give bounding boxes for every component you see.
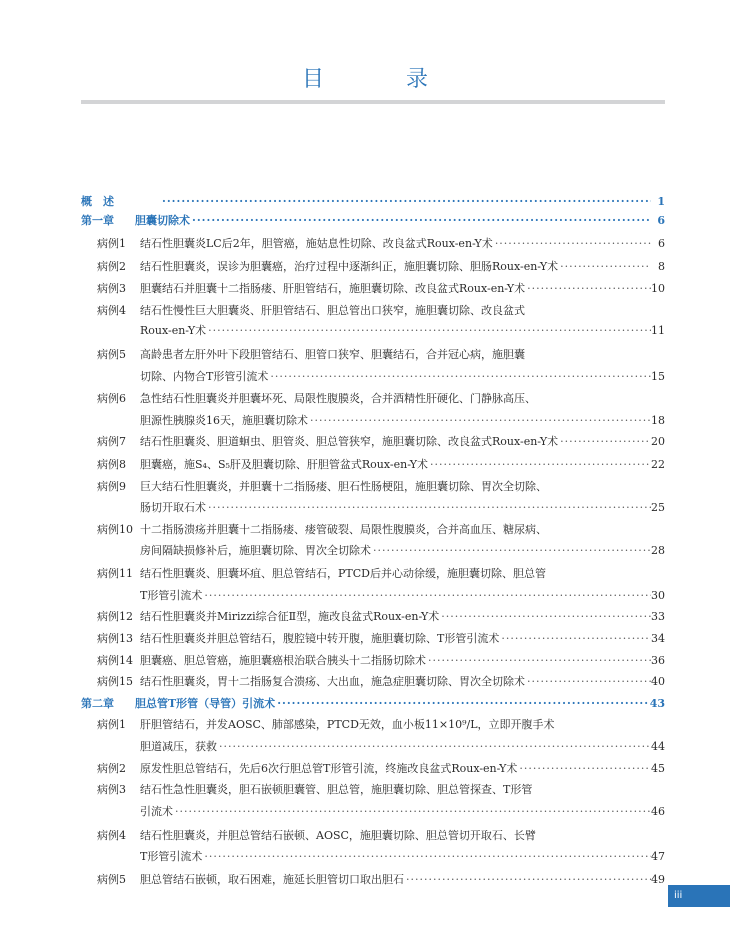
toc-entry[interactable] (140, 673, 665, 691)
toc-entry[interactable] (140, 368, 665, 386)
entry-title: 结石性胆囊炎并胆总管结石，腹腔镜中转开腹，施胆囊切除、T形管引流术 (140, 632, 500, 645)
page-number: 11 (651, 324, 665, 337)
case-label: 病例4 (97, 304, 126, 317)
toc-entry[interactable] (140, 302, 665, 320)
chapter-label: 第一章 (81, 214, 114, 227)
case-label: 病例6 (97, 392, 126, 405)
case-label: 病例8 (97, 458, 126, 471)
toc-entry[interactable] (140, 412, 665, 430)
toc-entry[interactable] (140, 803, 665, 821)
chapter-entry[interactable] (135, 695, 665, 713)
dot-leader (202, 848, 651, 866)
chapter-entry[interactable] (160, 193, 665, 211)
toc-entry[interactable] (140, 478, 665, 496)
entry-title: 急性结石性胆囊炎并胆囊坏死、局限性腹膜炎，合并酒精性肝硬化、门静脉高压、 (140, 392, 536, 405)
case-label: 病例5 (97, 873, 126, 886)
dot-leader (217, 738, 651, 756)
entry-title: 结石性急性胆囊炎，胆石嵌顿胆囊管、胆总管，施胆囊切除、胆总管探查、T形管 (140, 783, 533, 796)
dot-leader (404, 871, 651, 889)
dot-leader (275, 695, 650, 713)
entry-title: 结石性胆囊炎、胆道蛔虫、胆管炎、胆总管狭窄，施胆囊切除、改良盆式Roux-en-Y术 (140, 435, 559, 448)
toc-entry[interactable] (140, 760, 665, 778)
entry-title: 高龄患者左肝外叶下段胆管结石、胆管口狭窄、胆囊结石，合并冠心病，施胆囊 (140, 348, 525, 361)
entry-title: 胆源性胰腺炎16天，施胆囊切除术 (140, 414, 308, 427)
case-label: 病例3 (97, 783, 126, 796)
dot-leader (517, 760, 651, 778)
toc-entry[interactable] (140, 346, 665, 364)
toc-entry[interactable] (140, 280, 665, 298)
page-number: 40 (651, 675, 665, 688)
toc-entry[interactable] (140, 565, 665, 583)
dot-leader (525, 673, 651, 691)
toc-entry[interactable] (140, 827, 665, 845)
entry-title: T形管引流术 (140, 850, 203, 863)
chapter-label: 概 述 (81, 195, 114, 208)
chapter-entry[interactable] (135, 212, 665, 230)
dot-leader (439, 608, 651, 626)
entry-title: 胆囊癌，施S₄、S₅肝及胆囊切除、肝胆管盆式Roux-en-Y术 (140, 458, 428, 471)
page-number: 28 (651, 544, 665, 557)
toc-entry[interactable] (140, 608, 665, 626)
page-number: 1 (657, 195, 665, 208)
case-label: 病例2 (97, 762, 126, 775)
case-label: 病例11 (97, 567, 133, 580)
entry-title: 结石性胆囊炎、胆囊坏疽、胆总管结石，PTCD后并心动徐缓，施胆囊切除、胆总管 (140, 567, 546, 580)
entry-title: 胆道减压，获救 (140, 740, 217, 753)
dot-leader (268, 368, 651, 386)
entry-title: 结石性胆囊炎，误诊为胆囊癌，治疗过程中逐渐纠正，施胆囊切除、胆肠Roux-en-Y术 (140, 260, 559, 273)
page-title: 目 录 (301, 67, 458, 92)
dot-leader (308, 412, 651, 430)
dot-leader (493, 235, 651, 253)
page-number: 22 (651, 458, 665, 471)
entry-title: Roux-en-Y术 (140, 324, 207, 337)
entry-title: 结石性慢性巨大胆囊炎、肝胆管结石、胆总管出口狭窄，施胆囊切除、改良盆式 (140, 304, 525, 317)
case-label: 病例13 (97, 632, 133, 645)
dot-leader (371, 542, 651, 560)
page-number: 47 (651, 850, 665, 863)
page-number: 8 (658, 260, 665, 273)
toc-entry[interactable] (140, 738, 665, 756)
page-number: 25 (651, 501, 665, 514)
entry-title: 肝胆管结石，并发AOSC、肺部感染，PTCD无效，血小板11×10⁹/L，立即开腹手术 (140, 718, 555, 731)
dot-leader (558, 258, 651, 276)
toc-entry[interactable] (140, 652, 665, 670)
entry-title: T形管引流术 (140, 589, 203, 602)
toc-entry[interactable] (140, 322, 665, 340)
toc-entry[interactable] (140, 587, 665, 605)
dot-leader (525, 280, 651, 298)
entry-title: 十二指肠溃疡并胆囊十二指肠瘘、瘘管破裂、局限性腹膜炎，合并高血压、糖尿病、 (140, 523, 547, 536)
entry-title: 结石性胆囊炎LC后2年，胆管癌，施姑息性切除、改良盆式Roux-en-Y术 (140, 237, 493, 250)
dot-leader (160, 193, 651, 211)
toc-entry[interactable] (140, 542, 665, 560)
page-number: 10 (651, 282, 665, 295)
page-number: 20 (651, 435, 665, 448)
toc-entry[interactable] (140, 521, 665, 539)
entry-title: 结石性胆囊炎，胃十二指肠复合溃疡、大出血，施急症胆囊切除、胃次全切除术 (140, 675, 525, 688)
toc-entry[interactable] (140, 848, 665, 866)
entry-title: 巨大结石性胆囊炎，并胆囊十二指肠瘘、胆石性肠梗阻，施胆囊切除、胃次全切除、 (140, 480, 547, 493)
entry-title: 原发性胆总管结石，先后6次行胆总管T形管引流，终施改良盆式Roux-en-Y术 (140, 762, 518, 775)
dot-leader (499, 630, 651, 648)
case-label: 病例9 (97, 480, 126, 493)
entry-title: 肠切开取石术 (140, 501, 206, 514)
page-number: 6 (657, 214, 665, 227)
dot-leader (428, 456, 651, 474)
dot-leader (558, 433, 651, 451)
page-number: 45 (651, 762, 665, 775)
dot-leader (202, 587, 651, 605)
dot-leader (206, 322, 651, 340)
page-number: 44 (651, 740, 665, 753)
toc-entry[interactable] (140, 871, 665, 889)
page-number: 49 (651, 873, 665, 886)
dot-leader (426, 652, 651, 670)
toc-entry[interactable] (140, 781, 665, 799)
page-number: 43 (649, 697, 665, 710)
entry-title: 切除、内物合T形管引流术 (140, 370, 269, 383)
dot-leader (190, 212, 651, 230)
toc-entry[interactable] (140, 716, 665, 734)
entry-title: 胆囊切除术 (135, 214, 190, 227)
toc-entry[interactable] (140, 456, 665, 474)
toc-entry[interactable] (140, 258, 665, 276)
case-label: 病例14 (97, 654, 133, 667)
toc-entry[interactable] (140, 390, 665, 408)
dot-leader (206, 499, 651, 517)
entry-title: 胆囊癌、胆总管癌，施胆囊癌根治联合胰头十二指肠切除术 (140, 654, 426, 667)
entry-title: 结石性胆囊炎并Mirizzi综合征Ⅱ型，施改良盆式Roux-en-Y术 (140, 610, 440, 623)
entry-title: 胆总管结石嵌顿，取石困难，施延长胆管切口取出胆石 (140, 873, 404, 886)
page-number: 18 (651, 414, 665, 427)
page-number: 46 (651, 805, 665, 818)
case-label: 病例7 (97, 435, 126, 448)
entry-title: 胆囊结石并胆囊十二指肠瘘、肝胆管结石，施胆囊切除、改良盆式Roux-en-Y术 (140, 282, 526, 295)
page-number: 34 (651, 632, 665, 645)
entry-title: 胆总管T形管（导管）引流术 (135, 697, 276, 710)
page-number: 36 (651, 654, 665, 667)
dot-leader (173, 803, 651, 821)
case-label: 病例4 (97, 829, 126, 842)
page-number: 33 (651, 610, 665, 623)
toc-entry[interactable] (140, 433, 665, 451)
page-folio: iii (668, 885, 730, 907)
page-number: 15 (651, 370, 665, 383)
case-label: 病例3 (97, 282, 126, 295)
case-label: 病例1 (97, 237, 126, 250)
page-number: 30 (651, 589, 665, 602)
case-label: 病例12 (97, 610, 133, 623)
entry-title: 引流术 (140, 805, 173, 818)
toc-entry[interactable] (140, 499, 665, 517)
case-label: 病例15 (97, 675, 133, 688)
case-label: 病例1 (97, 718, 126, 731)
case-label: 病例2 (97, 260, 126, 273)
chapter-label: 第二章 (81, 697, 114, 710)
toc-entry[interactable] (140, 235, 665, 253)
case-label: 病例10 (97, 523, 133, 536)
entry-title: 结石性胆囊炎，并胆总管结石嵌顿、AOSC，施胆囊切除、胆总管切开取石、长臂 (140, 829, 536, 842)
case-label: 病例5 (97, 348, 126, 361)
entry-title: 房间隔缺损修补后，施胆囊切除、胃次全切除术 (140, 544, 371, 557)
toc-entry[interactable] (140, 630, 665, 648)
page-number: 6 (658, 237, 665, 250)
